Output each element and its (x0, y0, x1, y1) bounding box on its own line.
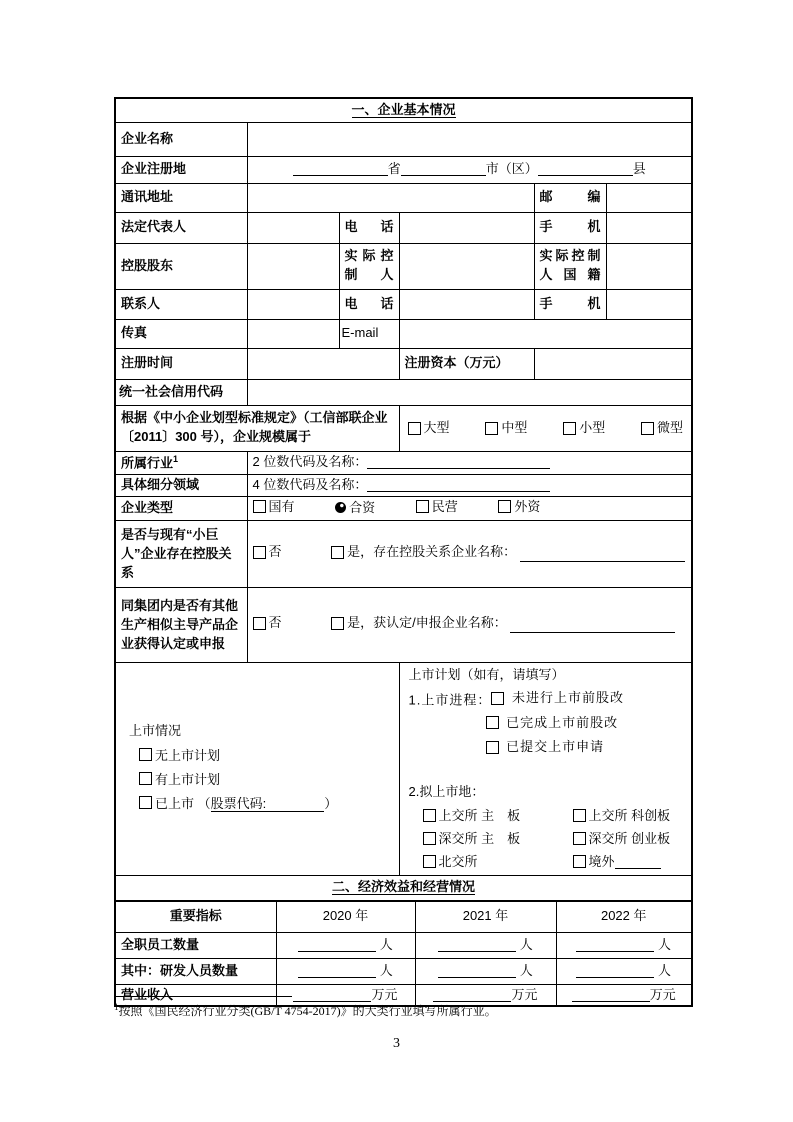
county-blank[interactable] (538, 161, 633, 176)
group-options-cell (247, 588, 692, 663)
table-row (115, 496, 692, 521)
stats-row-label: 其中：研发人员数量 (115, 958, 276, 984)
reg-capital-input-cell[interactable] (534, 348, 692, 379)
scale-options-cell (399, 405, 692, 451)
juren-options-cell (247, 521, 692, 588)
registered-place-label: 企业注册地 (115, 156, 247, 183)
value-blank[interactable] (298, 963, 376, 978)
checkbox-icon[interactable] (498, 500, 511, 513)
plan-progress-line (486, 736, 685, 761)
footnote-text: $^1$按照《国民经济行业分类(GB/T 4754-2017)》的大类行业填写所属行业。 (114, 1002, 497, 1018)
checkbox-icon[interactable] (253, 546, 266, 559)
table-row (115, 243, 692, 289)
checkbox-icon[interactable] (331, 617, 344, 630)
overseas-blank[interactable] (615, 854, 661, 869)
venue-option-sse-main[interactable] (423, 805, 573, 826)
fax-label: 传真 (115, 319, 247, 348)
checkbox-icon[interactable] (486, 716, 499, 729)
industry-label: 所属行业$^1$ (115, 451, 247, 474)
venue-options-grid (423, 805, 685, 872)
footnote-divider (114, 996, 292, 997)
type-option-private[interactable] (416, 498, 458, 517)
venue-option-label: 深交所 主 板 (438, 830, 521, 846)
juren-label: 是否与现有“小巨人”企业存在控股关系 (115, 521, 247, 588)
company-type-options-cell (247, 496, 692, 521)
subfield-code-cell (247, 474, 692, 496)
group-option-yes[interactable] (331, 614, 507, 633)
email-label: E-mail (339, 319, 399, 348)
plan-header: 上市计划（如有，请填写） (408, 667, 565, 683)
value-blank[interactable] (438, 963, 516, 978)
type-option-label: 民营 (431, 498, 458, 514)
company-name-input-cell[interactable] (247, 122, 692, 156)
unit-label: 人 (519, 936, 533, 952)
scale-option-small[interactable] (563, 419, 605, 438)
footnote (114, 996, 674, 1019)
mobile-input-cell[interactable] (606, 212, 692, 243)
company-type-label: 企业类型 (115, 496, 247, 521)
plan-venue-label: 2.拟上市地： (408, 783, 485, 799)
progress-option-label: 已完成上市前股改 (506, 714, 619, 730)
scale-option-micro[interactable] (641, 419, 683, 438)
legal-rep-label: 法定代表人 (115, 212, 247, 243)
juren-company-name-blank[interactable] (520, 547, 685, 562)
scale-option-label: 大型 (423, 419, 450, 435)
type-option-label: 国有 (268, 498, 295, 514)
reg-time-label: 注册时间 (115, 348, 247, 379)
listing-option-no-plan[interactable] (139, 744, 394, 768)
group-option-no[interactable] (253, 614, 282, 633)
industry-code-label: 2 位数代码及名称： (252, 454, 368, 470)
contact-person-label: 联系人 (115, 289, 247, 319)
table-row (115, 932, 692, 958)
table-row (115, 663, 692, 875)
type-option-joint-venture[interactable] (335, 499, 375, 518)
juren-option-yes[interactable] (331, 543, 516, 562)
listing-option-label: 已上市 (155, 796, 195, 812)
table-row (115, 958, 692, 984)
county-suffix: 县 (632, 161, 646, 177)
table-row (115, 319, 692, 348)
unit-label: 人 (658, 962, 672, 978)
listing-option-label: 无上市计划 (155, 748, 221, 764)
scale-option-medium[interactable] (485, 419, 527, 438)
table-row (115, 521, 692, 588)
checkbox-icon[interactable] (573, 809, 586, 822)
legal-rep-input-cell[interactable] (247, 212, 339, 243)
juren-option-no[interactable] (253, 543, 282, 562)
checkbox-icon[interactable] (139, 772, 152, 785)
section1-title: 一、企业基本情况 (115, 98, 692, 122)
checkbox-icon[interactable] (423, 855, 436, 868)
unit-label: 人 (379, 936, 393, 952)
mailing-address-label: 通讯地址 (115, 183, 247, 212)
table-row (115, 156, 692, 183)
group-company-name-blank[interactable] (510, 618, 675, 633)
plan-progress-line (409, 687, 685, 712)
progress-option-label: 已提交上市申请 (506, 739, 605, 755)
listing-title: 上市情况 (129, 722, 182, 738)
basic-info-table (114, 97, 693, 902)
city-blank[interactable] (401, 161, 486, 176)
listing-plan-cell (399, 663, 692, 875)
value-blank[interactable] (298, 937, 376, 952)
table-row (115, 379, 692, 405)
controller-nationality-input-cell[interactable] (606, 243, 692, 289)
fax-input-cell[interactable] (247, 319, 339, 348)
table-row (115, 348, 692, 379)
listing-status-cell (115, 663, 399, 875)
table-row (115, 98, 692, 122)
progress-option-reform-done[interactable] (486, 712, 619, 734)
checkbox-icon[interactable] (486, 741, 499, 754)
scale-option-label: 微型 (657, 419, 684, 435)
type-option-foreign[interactable] (498, 498, 540, 517)
stock-code-blank[interactable] (266, 797, 324, 811)
registered-place-input-cell (247, 156, 692, 183)
table-row (115, 474, 692, 496)
value-blank[interactable] (576, 963, 654, 978)
group-no-label: 否 (268, 615, 282, 631)
plan-progress-label: 1.上市进程： (408, 692, 492, 708)
progress-option-no-reform[interactable] (491, 687, 624, 709)
stats-header-2022: 2022 年 (556, 901, 692, 932)
stats-value-cell (415, 932, 556, 958)
venue-option-szse-chinext[interactable] (573, 828, 685, 849)
paren-open: （ (197, 796, 211, 812)
type-option-label: 外资 (514, 498, 541, 514)
table-row (115, 901, 692, 932)
checkbox-icon[interactable] (331, 546, 344, 559)
city-suffix: 市（区） (485, 161, 538, 177)
type-option-state-owned[interactable] (253, 498, 295, 517)
scale-option-large[interactable] (408, 419, 450, 438)
progress-option-label: 未进行上市前股改 (511, 690, 624, 706)
postal-code-label: 邮 编 (534, 183, 606, 212)
listing-option-listed[interactable] (139, 792, 394, 816)
table-row (115, 183, 692, 212)
scale-option-label: 小型 (579, 419, 606, 435)
stock-code-label: 股票代码: (210, 796, 267, 812)
stats-header-2020: 2020 年 (276, 901, 415, 932)
stats-row-label: 全职员工数量 (115, 932, 276, 958)
venue-option-sse-star[interactable] (573, 805, 685, 826)
checkbox-icon[interactable] (416, 500, 429, 513)
credit-code-label: 统一社会信用代码 (115, 379, 247, 405)
form-container (114, 97, 691, 1007)
contact-person-input-cell[interactable] (247, 289, 339, 319)
checkbox-icon[interactable] (423, 809, 436, 822)
table-row (115, 405, 692, 451)
checkbox-icon[interactable] (408, 422, 421, 435)
reg-time-input-cell[interactable] (247, 348, 399, 379)
stats-value-cell (556, 932, 692, 958)
stats-value-cell (556, 958, 692, 984)
page-number: 3 (393, 1036, 400, 1051)
checkbox-icon[interactable] (563, 422, 576, 435)
controlling-shareholder-input-cell[interactable] (247, 243, 339, 289)
mobile-label: 手 机 (534, 212, 606, 243)
unit-label: 万元 (371, 986, 398, 1002)
stats-header-indicator: 重要指标 (115, 901, 276, 932)
contact-phone-input-cell[interactable] (399, 289, 534, 319)
radio-selected-icon[interactable] (335, 502, 346, 513)
juren-no-label: 否 (268, 544, 282, 560)
listing-option-has-plan[interactable] (139, 768, 394, 792)
province-suffix: 省 (387, 161, 401, 177)
section2-title: 二、经济效益和经营情况 (115, 875, 692, 901)
checkbox-icon[interactable] (491, 692, 504, 705)
table-row (115, 451, 692, 474)
listing-option-label: 有上市计划 (155, 772, 221, 788)
unit-label: 人 (658, 936, 672, 952)
venue-option-bse[interactable] (423, 851, 573, 872)
subfield-label: 具体细分领域 (115, 474, 247, 496)
subfield-code-blank[interactable] (367, 477, 550, 492)
stats-value-cell (276, 958, 415, 984)
type-option-label: 合资 (349, 499, 376, 515)
actual-controller-input-cell[interactable] (399, 243, 534, 289)
checkbox-icon[interactable] (253, 617, 266, 630)
mailing-address-input-cell[interactable] (247, 183, 534, 212)
industry-code-cell (247, 451, 692, 474)
group-label: 同集团内是否有其他生产相似主导产品企业获得认定或申报 (115, 588, 247, 663)
stats-value-cell (276, 932, 415, 958)
stats-value-cell (415, 958, 556, 984)
table-row (115, 212, 692, 243)
table-row (115, 588, 692, 663)
venue-option-label: 上交所 科创板 (588, 807, 671, 823)
unit-label: 人 (379, 962, 393, 978)
stats-table (114, 900, 693, 1007)
juren-yes-label: 是，存在控股关系企业名称： (347, 544, 517, 560)
postal-code-input-cell[interactable] (606, 183, 692, 212)
venue-option-label: 深交所 创业板 (588, 830, 671, 846)
phone-label: 电 话 (339, 212, 399, 243)
unit-label: 人 (519, 962, 533, 978)
venue-option-label: 北交所 (438, 853, 478, 869)
controller-nationality-label: 实际控制人国籍 (534, 243, 606, 289)
stock-code-field (211, 796, 325, 812)
progress-option-applied[interactable] (486, 736, 605, 758)
plan-progress-line (486, 712, 685, 737)
checkbox-icon[interactable] (139, 748, 152, 761)
venue-option-label: 上交所 主 板 (438, 807, 521, 823)
scale-option-label: 中型 (501, 419, 528, 435)
company-name-label: 企业名称 (115, 122, 247, 156)
reg-capital-label: 注册资本（万元） (399, 348, 534, 379)
checkbox-icon[interactable] (253, 500, 266, 513)
stats-header-2021: 2021 年 (415, 901, 556, 932)
stats-row-label: 营业收入 (115, 984, 276, 1006)
credit-code-input-cell[interactable] (247, 379, 692, 405)
contact-mobile-input-cell[interactable] (606, 289, 692, 319)
footnote-ref: 1 (173, 453, 179, 464)
value-blank[interactable] (438, 937, 516, 952)
email-input-cell[interactable] (399, 319, 692, 348)
scale-prefix: 根据《中小企业划型标准规定》（工信部联企业〔2011〕300 号），企业规模属于 (115, 405, 399, 451)
checkbox-icon[interactable] (423, 832, 436, 845)
unit-label: 万元 (649, 986, 676, 1002)
controlling-shareholder-label: 控股股东 (115, 243, 247, 289)
checkbox-icon[interactable] (573, 832, 586, 845)
checkbox-icon[interactable] (485, 422, 498, 435)
industry-code-blank[interactable] (367, 454, 550, 469)
table-row (115, 289, 692, 319)
group-yes-label: 是，获认定/申报企业名称： (347, 615, 507, 631)
subfield-code-label: 4 位数代码及名称： (252, 476, 368, 492)
province-blank[interactable] (293, 161, 388, 176)
table-row (115, 122, 692, 156)
checkbox-icon[interactable] (573, 855, 586, 868)
table-row (115, 875, 692, 901)
paren-close: ） (324, 796, 338, 812)
checkbox-icon[interactable] (641, 422, 654, 435)
actual-controller-label: 实际控制 人 (339, 243, 399, 289)
value-blank[interactable] (576, 937, 654, 952)
phone-input-cell[interactable] (399, 212, 534, 243)
venue-option-szse-main[interactable] (423, 828, 573, 849)
unit-label: 万元 (511, 986, 538, 1002)
checkbox-icon[interactable] (139, 796, 152, 809)
venue-option-label: 境外 (588, 853, 615, 869)
footnote-sup: 1 (114, 1002, 119, 1012)
contact-mobile-label: 手 机 (534, 289, 606, 319)
venue-option-overseas[interactable] (573, 851, 685, 872)
contact-phone-label: 电 话 (339, 289, 399, 319)
